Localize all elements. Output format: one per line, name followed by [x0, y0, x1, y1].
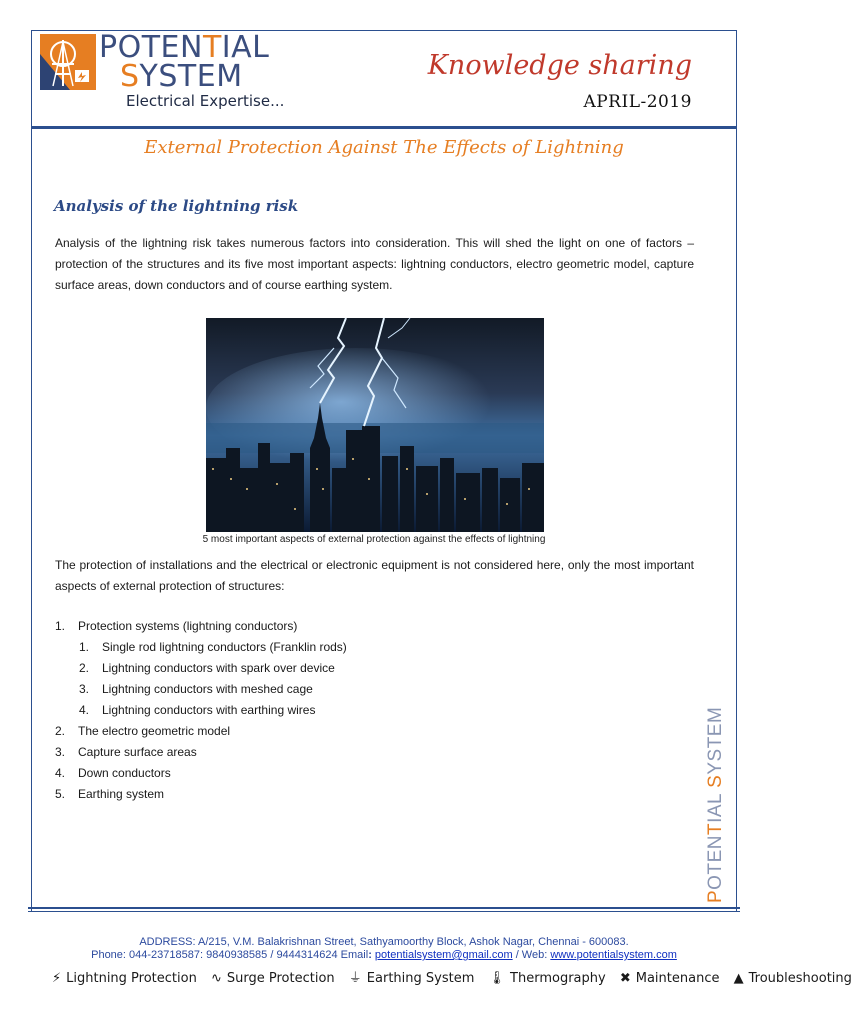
footer-divider — [28, 907, 740, 909]
email-link[interactable]: potentialsystem@gmail.com — [374, 949, 513, 961]
service-surge-protection: ∿ Surge Protection — [210, 971, 335, 986]
side-brand-watermark: POTENTIAL SYSTEM — [705, 706, 726, 903]
list-item: 4. Lightning conductors with earthing wires — [79, 703, 316, 717]
service-troubleshooting: ▲ Troubleshooting — [733, 971, 852, 986]
scope-paragraph: The protection of installations and the electrical or electronic equipment is not considered here, only the most important aspects of external protection of structures: — [55, 558, 694, 593]
lightning-city-photo — [206, 318, 544, 532]
footer-divider-thin — [28, 911, 740, 912]
list-item: 3. Capture surface areas — [55, 745, 197, 759]
website-link[interactable]: www.potentialsystem.com — [550, 949, 677, 961]
phone-numbers: Phone: 044-23718587: 9840938585 / 9444314624 Email — [91, 949, 369, 961]
intro-paragraph: Analysis of the lightning risk takes numerous factors into consideration. This will shed the light on one of factors – protection of the structures and its five most important aspects: lightning conductors, electro geometric model, capture surface areas, down conductors and of course earthing system. — [55, 236, 694, 292]
list-item: 1. Single rod lightning conductors (Franklin rods) — [79, 640, 347, 654]
service-thermography: 🌡 Thermography — [488, 971, 606, 986]
list-item: 2. Lightning conductors with spark over device — [79, 661, 335, 675]
footer-address: ADDRESS: A/215, V.M. Balakrishnan Street, Sathyamoorthy Block, Ashok Nagar, Chennai - 600083. — [139, 936, 629, 948]
figure-caption: 5 most important aspects of external protection against the effects of lightning — [202, 534, 546, 545]
article-title: External Protection Against The Effects of Lightning — [144, 137, 624, 158]
colon: : — [368, 949, 372, 961]
web-prefix: / Web: — [512, 949, 551, 961]
service-maintenance: ✖ Maintenance — [619, 971, 720, 986]
footer-contact — [0, 949, 768, 961]
list-item: 4. Down conductors — [55, 766, 171, 780]
services-bar — [52, 967, 862, 986]
surge-wave-icon: ∿ — [210, 971, 222, 986]
service-earthing-system: ⏚ Earthing System — [349, 967, 475, 986]
list-item: 5. Earthing system — [55, 787, 165, 801]
thermometer-icon: 🌡 — [488, 971, 506, 986]
brand-name-line1: POTENTIAL — [99, 30, 270, 65]
list-item: 1. Protection systems (lightning conductors) — [55, 619, 298, 633]
section-heading: Analysis of the lightning risk — [54, 197, 299, 215]
list-item: 2. The electro geometric model — [55, 724, 231, 738]
issue-date: APRIL-2019 — [583, 92, 692, 112]
service-lightning-protection: ⚡ Lightning Protection — [52, 971, 197, 986]
brand-tagline: Electrical Expertise... — [126, 92, 285, 110]
header-divider — [31, 126, 737, 129]
list-item: 3. Lightning conductors with meshed cage — [79, 682, 313, 696]
brand-name-line2: SYSTEM — [120, 59, 243, 94]
tools-icon: ✖ — [619, 971, 631, 986]
company-logo-icon — [40, 34, 96, 90]
earth-ground-icon: ⏚ — [348, 971, 362, 986]
lightning-bolt-icon: ⚡ — [52, 971, 62, 986]
header-title: Knowledge sharing — [427, 50, 692, 81]
warning-triangle-icon: ▲ — [733, 971, 744, 986]
